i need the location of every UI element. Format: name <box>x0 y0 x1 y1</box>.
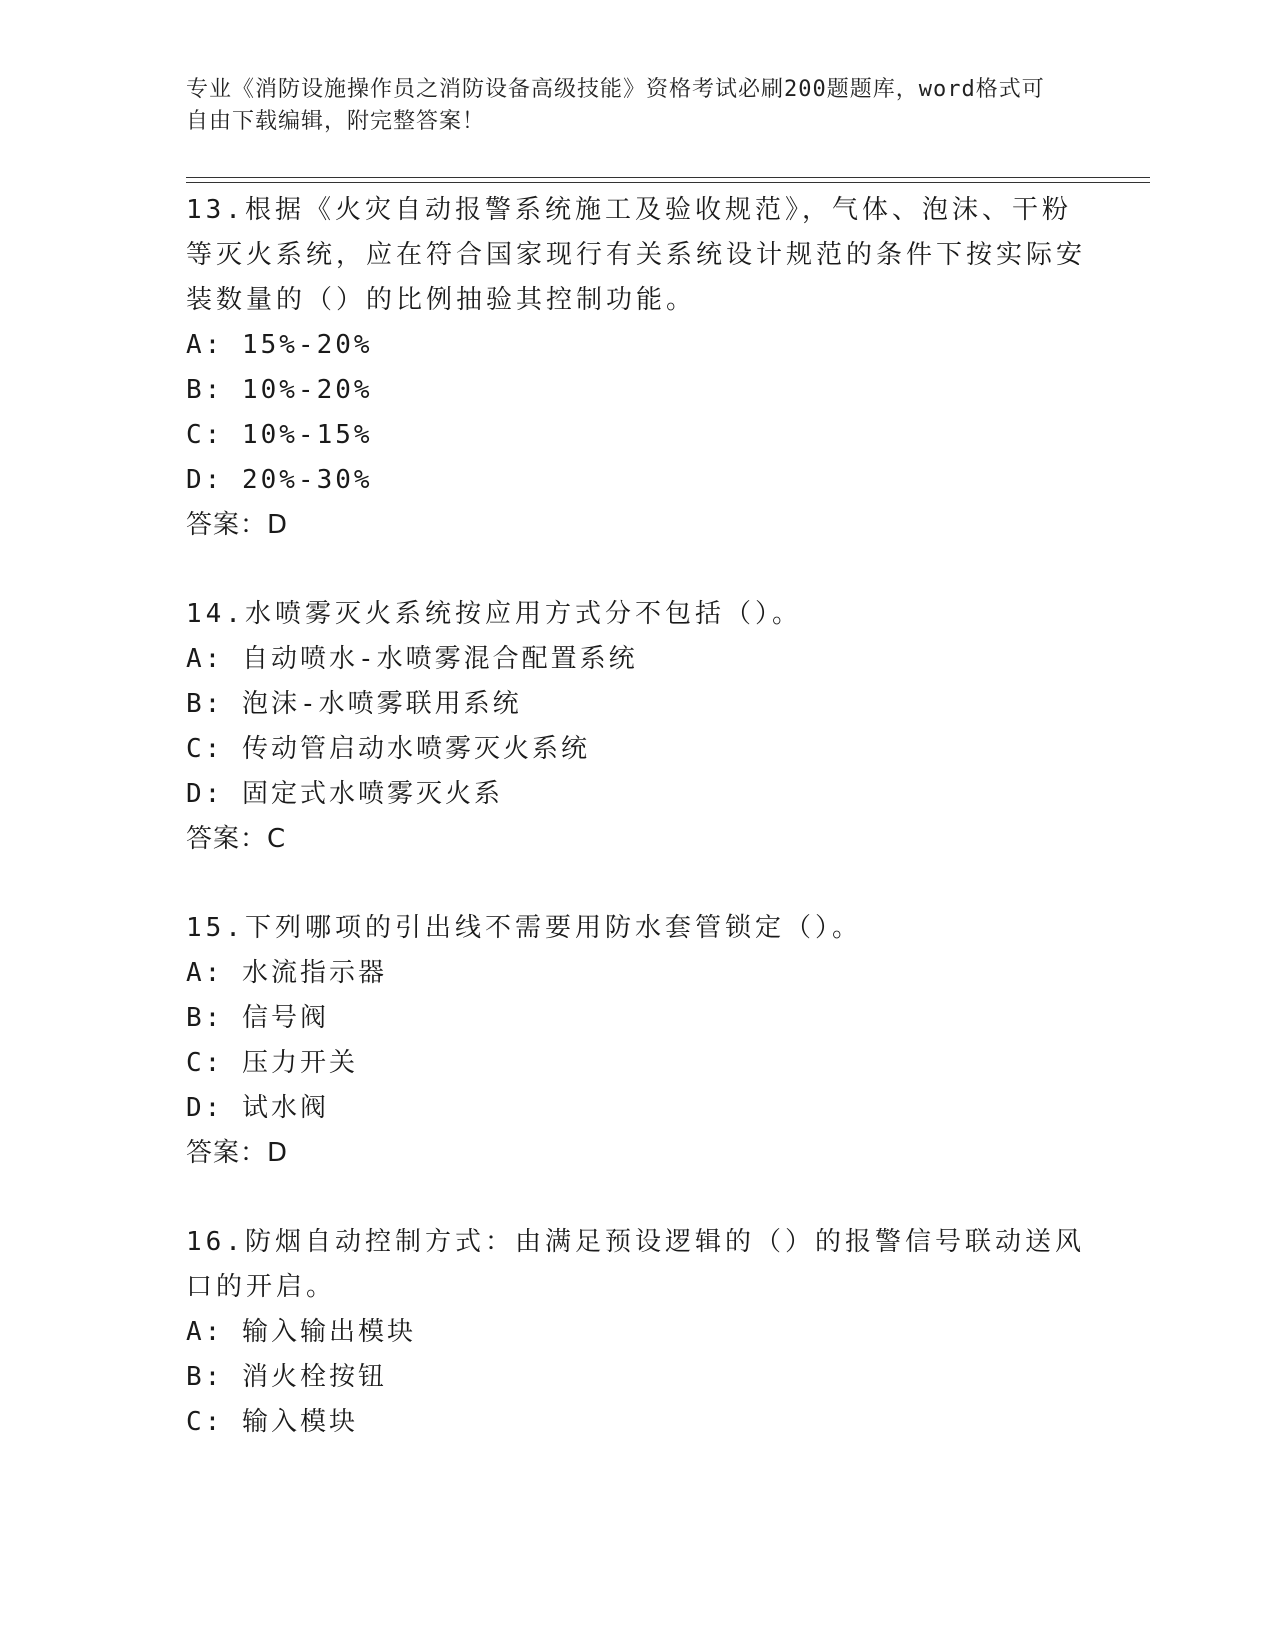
option-b: B: 泡沫-水喷雾联用系统 <box>186 689 522 719</box>
answer-line: 答案：C <box>186 824 287 854</box>
option-a: A: 水流指示器 <box>186 958 387 988</box>
option-d: D: 试水阀 <box>186 1093 329 1123</box>
option-c: C: 传动管启动水喷雾灭火系统 <box>186 734 590 764</box>
question-15 <box>186 906 1086 1176</box>
question-14 <box>186 592 1086 862</box>
header-divider-top <box>186 177 1150 178</box>
document-header: 专业《消防设施操作员之消防设备高级技能》资格考试必刷200题题库，word格式可自由下载编辑，附完整答案！ <box>186 77 1045 134</box>
question-stem: 14.水喷雾灭火系统按应用方式分不包括（）。 <box>186 599 802 629</box>
option-d: D: 固定式水喷雾灭火系 <box>186 779 503 809</box>
option-c: C: 输入模块 <box>186 1407 358 1437</box>
question-13 <box>186 188 1086 548</box>
option-c: C: 压力开关 <box>186 1048 358 1078</box>
option-b: B: 10%-20% <box>186 375 373 405</box>
question-stem: 15.下列哪项的引出线不需要用防水套管锁定（）。 <box>186 913 862 943</box>
answer-line: 答案：D <box>186 1138 289 1168</box>
option-a: A: 15%-20% <box>186 330 373 360</box>
question-stem: 13.根据《火灾自动报警系统施工及验收规范》，气体、泡沫、干粉等灭火系统，应在符合国家现行有关系统设计规范的条件下按实际安装数量的（）的比例抽验其控制功能。 <box>186 195 1087 315</box>
option-a: A: 自动喷水-水喷雾混合配置系统 <box>186 644 638 674</box>
header-divider-bottom <box>186 182 1150 183</box>
option-d: D: 20%-30% <box>186 465 373 495</box>
option-c: C: 10%-15% <box>186 420 373 450</box>
answer-line: 答案：D <box>186 510 289 540</box>
option-b: B: 消火栓按钮 <box>186 1362 387 1392</box>
question-stem: 16.防烟自动控制方式：由满足预设逻辑的（）的报警信号联动送风口的开启。 <box>186 1227 1085 1302</box>
option-a: A: 输入输出模块 <box>186 1317 416 1347</box>
question-list <box>186 188 1086 1489</box>
option-b: B: 信号阀 <box>186 1003 329 1033</box>
question-16 <box>186 1220 1086 1445</box>
